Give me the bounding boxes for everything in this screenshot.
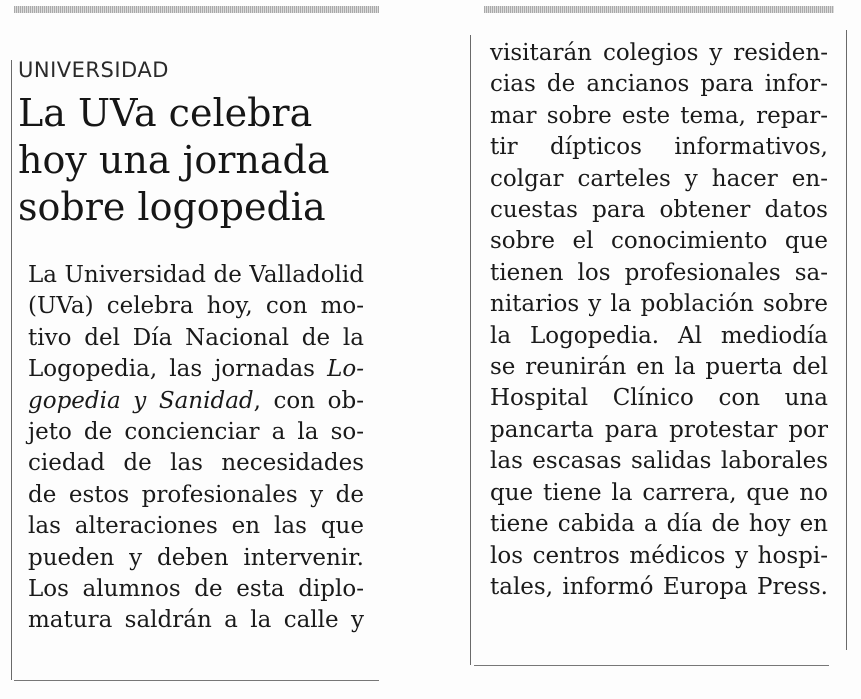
body-line: tienen los profesionales sa-: [490, 259, 828, 286]
body-line: cuestas para obtener datos: [490, 197, 828, 224]
section-label: UNIVERSIDAD: [18, 58, 169, 82]
body-line: pueden y deben intervenir.: [28, 544, 364, 571]
body-line: colgar carteles y hacer en-: [490, 165, 828, 192]
body-line: Los alumnos de esta diplo-: [28, 576, 364, 603]
headline-line: sobre logopedia: [18, 185, 326, 229]
body-line: las escasas salidas laborales: [490, 448, 828, 475]
body-line: ciedad de las necesidades: [28, 450, 364, 477]
body-line: de estos profesionales y de: [28, 481, 364, 508]
body-line: se reunirán en la puerta del: [490, 354, 828, 381]
body-line: La Universidad de Valladolid: [28, 262, 364, 288]
body-line: nitarios y la población sobre: [490, 291, 828, 318]
headline: [18, 90, 378, 231]
bottom-rule-right: [474, 665, 829, 666]
body-line: (UVa) celebra hoy, con mo-: [28, 293, 364, 320]
body-line: pancarta para protestar por: [490, 416, 828, 443]
body-line: mar sobre este tema, repar-: [490, 102, 828, 129]
body-line: las alteraciones en las que: [28, 513, 364, 540]
body-line: jeto de concienciar a la so-: [28, 419, 364, 446]
body-line: [28, 386, 364, 417]
article-column-left: [28, 260, 364, 637]
event-title-italic: Lo-: [327, 356, 364, 383]
event-title-italic: gopedia y Sanidad: [28, 387, 254, 414]
top-rule-right: [484, 6, 834, 13]
body-text: , con ob-: [253, 387, 364, 414]
body-line: tales, informó Europa Press.: [490, 573, 828, 600]
body-line: matura saldrán a la calle y: [28, 607, 364, 634]
body-line: sobre el conocimiento que: [490, 228, 828, 255]
headline-line: La UVa celebra: [18, 91, 313, 135]
top-rule-left: [14, 6, 379, 13]
article-column-right: [490, 38, 828, 603]
body-line: tiene cabida a día de hoy en: [490, 511, 828, 538]
body-line: Hospital Clínico con una: [490, 385, 828, 412]
column-border-right: [846, 30, 847, 650]
body-line: que tiene la carrera, que no: [490, 479, 828, 506]
body-line: la Logopedia. Al mediodía: [490, 322, 828, 349]
headline-line: hoy una jornada: [18, 138, 330, 182]
body-line: [28, 354, 364, 385]
body-line: cias de ancianos para infor-: [490, 71, 828, 98]
body-text: Logopedia, las jornadas: [28, 356, 328, 383]
column-border-left: [11, 60, 12, 680]
bottom-rule-left: [14, 680, 379, 681]
body-line: tivo del Día Nacional de la: [28, 324, 364, 351]
body-line: los centros médicos y hospi-: [490, 542, 828, 569]
body-line: tir dípticos informativos,: [490, 134, 828, 161]
column-border-middle: [470, 35, 471, 665]
body-line: visitarán colegios y residen-: [490, 40, 828, 66]
